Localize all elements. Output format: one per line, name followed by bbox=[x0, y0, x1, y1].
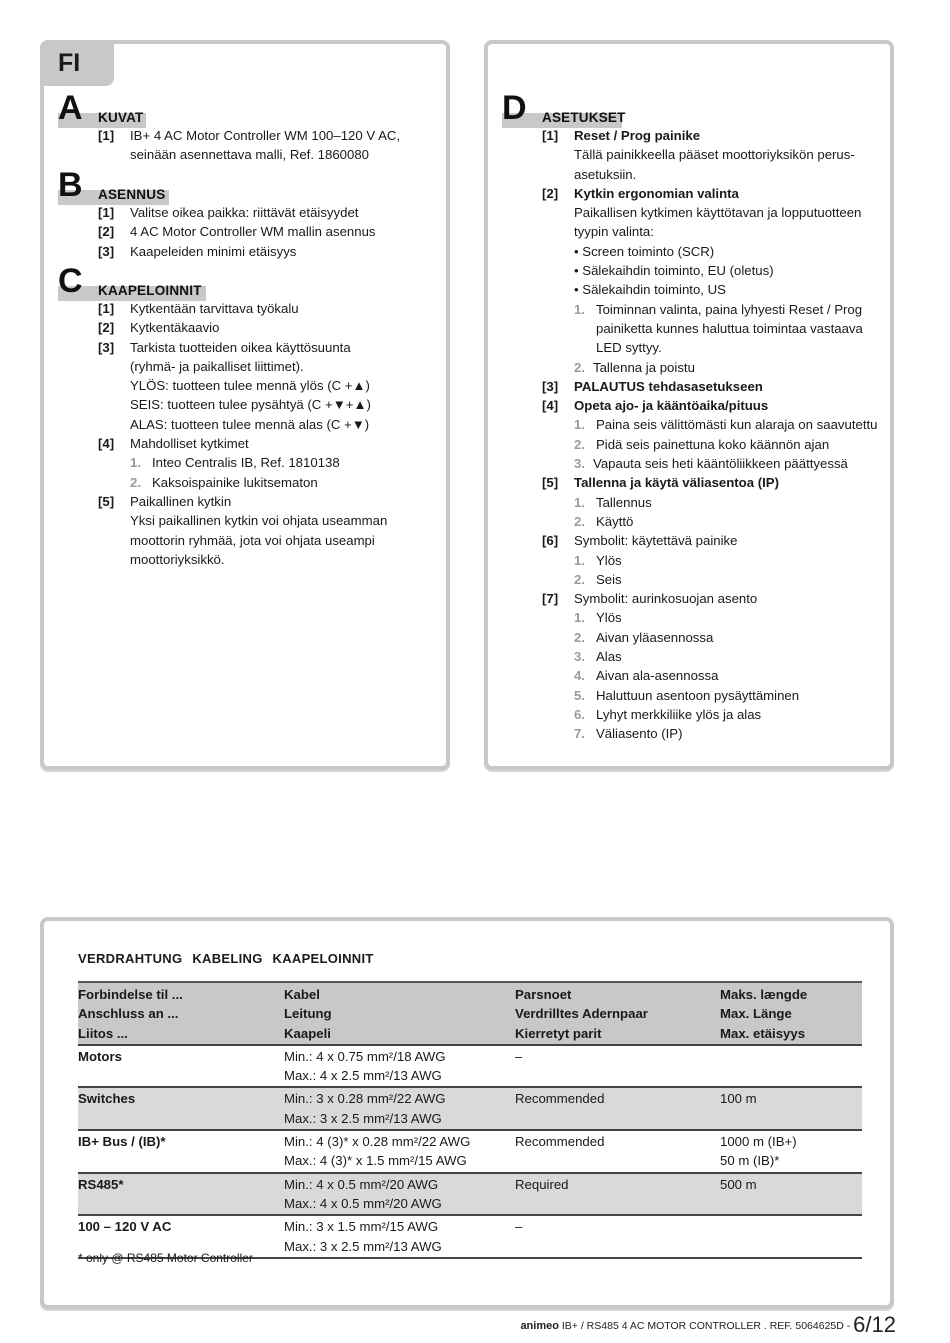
sub-text: Alas bbox=[596, 649, 622, 665]
sub-text: Seis bbox=[596, 571, 622, 587]
sub-item bbox=[574, 551, 880, 570]
bullet-item: • Screen toiminto (SCR) bbox=[574, 243, 715, 259]
bullet-item: • Sälekaihdin toiminto, EU (oletus) bbox=[574, 263, 774, 279]
brand-name: animeo bbox=[520, 1320, 559, 1332]
sub-text: Ylös bbox=[596, 552, 622, 568]
sub-item bbox=[574, 358, 880, 377]
sub-number: 3. bbox=[574, 456, 585, 472]
sub-number: 1. bbox=[130, 455, 141, 471]
section-letter: C bbox=[58, 262, 83, 300]
item-text: Yksi paikallinen kytkin voi ohjata useamman bbox=[130, 513, 388, 529]
sub-number: 3. bbox=[574, 649, 585, 665]
section-d bbox=[502, 89, 880, 744]
cell-max-length bbox=[720, 1045, 862, 1088]
section-header bbox=[58, 262, 436, 300]
list-item bbox=[542, 589, 880, 743]
item-text: IB+ 4 AC Motor Controller WM 100–120 V AC, bbox=[130, 128, 401, 143]
table-header-row bbox=[78, 982, 862, 1045]
item-number: [3] bbox=[98, 243, 115, 259]
sub-number: 1. bbox=[574, 494, 585, 510]
sub-text: Väliasento (IP) bbox=[596, 726, 683, 742]
header-connection: Forbindelse til ... Anschluss an ... Liitos ... bbox=[78, 987, 183, 1041]
sub-number: 1. bbox=[574, 610, 585, 626]
cell-cable: Min.: 4 (3)* x 0.28 mm²/22 AWG Max.: 4 (3)* x 1.5 mm²/15 AWG bbox=[284, 1134, 471, 1169]
item-number: [5] bbox=[542, 475, 559, 491]
item-text: tyypin valinta: bbox=[574, 224, 654, 240]
item-text: Paikallinen kytkin bbox=[130, 493, 232, 509]
sub-item bbox=[574, 608, 880, 627]
language-tab: FI bbox=[40, 40, 114, 86]
item-number: [1] bbox=[98, 128, 115, 143]
item-text: Paikallisen kytkimen käyttötavan ja lopputuotteen bbox=[574, 205, 862, 221]
sub-item bbox=[574, 686, 880, 705]
item-text: Tarkista tuotteiden oikea käyttösuunta bbox=[130, 339, 351, 355]
item-text: 4 AC Motor Controller WM mallin asennus bbox=[130, 224, 376, 240]
cell-cable: Min.: 3 x 1.5 mm²/15 AWG Max.: 3 x 2.5 mm²/13 AWG bbox=[284, 1219, 442, 1254]
sub-number: 4. bbox=[574, 668, 585, 684]
cell-twisted: – bbox=[515, 1048, 523, 1064]
section-title: KUVAT bbox=[98, 110, 144, 125]
item-text: Mahdolliset kytkimet bbox=[130, 436, 249, 452]
sub-item bbox=[574, 512, 880, 531]
list-item bbox=[542, 184, 880, 377]
item-number: [2] bbox=[542, 185, 559, 201]
item-number: [3] bbox=[98, 339, 115, 355]
item-text: asetuksiin. bbox=[574, 166, 637, 182]
cell-cable: Min.: 3 x 0.28 mm²/22 AWG Max.: 3 x 2.5 mm²/13 AWG bbox=[284, 1091, 446, 1126]
sub-number: 1. bbox=[574, 417, 585, 433]
list-item bbox=[98, 318, 436, 337]
footer-text: IB+ / RS485 4 AC MOTOR CONTROLLER . REF. 5064625D - bbox=[558, 1320, 854, 1332]
item-text: moottorin ryhmää, jota voi ohjata useampi bbox=[130, 532, 375, 548]
panel-right bbox=[484, 40, 894, 770]
sub-text: Aivan yläasennossa bbox=[596, 629, 714, 645]
list-item bbox=[98, 338, 436, 434]
sub-text: Lyhyt merkkiliike ylös ja alas bbox=[596, 706, 762, 722]
item-number: [2] bbox=[98, 320, 115, 336]
item-text: Valitse oikea paikka: riittävät etäisyydet bbox=[130, 205, 359, 220]
sub-text: Toiminnan valinta, paina lyhyesti Reset / Prog bbox=[596, 301, 863, 317]
header-twisted-pair: Parsnoet Verdrilltes Adernpaar Kierretyt parit bbox=[515, 987, 648, 1041]
sub-number: 1. bbox=[574, 552, 585, 568]
sub-number: 5. bbox=[574, 687, 585, 703]
table-row bbox=[78, 1130, 862, 1173]
section-letter: A bbox=[58, 89, 83, 127]
sub-item bbox=[130, 473, 436, 492]
sub-item bbox=[130, 453, 436, 472]
sub-text: LED syttyy. bbox=[596, 340, 662, 356]
item-number: [5] bbox=[98, 493, 115, 509]
list-item bbox=[542, 126, 880, 184]
list-item bbox=[542, 531, 880, 589]
item-heading: Tallenna ja käytä väliasentoa (IP) bbox=[574, 475, 779, 491]
list-item bbox=[98, 203, 436, 222]
sub-item bbox=[574, 666, 880, 685]
item-text: moottoriyksikkö. bbox=[130, 551, 225, 567]
list-item bbox=[542, 473, 880, 531]
page-footer bbox=[520, 1312, 896, 1338]
cell-connection: IB+ Bus / (IB)* bbox=[78, 1134, 166, 1150]
cell-connection: RS485* bbox=[78, 1176, 124, 1192]
cell-max-length: 500 m bbox=[720, 1176, 757, 1192]
section-title: ASETUKSET bbox=[542, 110, 626, 125]
list-item bbox=[542, 396, 880, 473]
item-number: [1] bbox=[98, 205, 115, 220]
item-heading: Reset / Prog painike bbox=[574, 128, 701, 143]
item-text: seinään asennettava malli, Ref. 1860080 bbox=[130, 147, 370, 163]
cell-connection: Motors bbox=[78, 1048, 122, 1064]
sub-text: Pidä seis painettuna koko käännön ajan bbox=[596, 436, 830, 452]
header-cable: Kabel Leitung Kaapeli bbox=[284, 987, 332, 1041]
sub-text: Inteo Centralis IB, Ref. 1810138 bbox=[152, 455, 340, 471]
item-number: [4] bbox=[542, 398, 559, 414]
list-item bbox=[542, 377, 880, 396]
item-heading: PALAUTUS tehdasasetukseen bbox=[574, 378, 763, 394]
sub-text: Tallennus bbox=[596, 494, 652, 510]
table-row bbox=[78, 1087, 862, 1130]
section-letter: B bbox=[58, 166, 83, 204]
sub-text: Käyttö bbox=[596, 513, 634, 529]
sub-text: Vapauta seis heti kääntöliikkeen päättyessä bbox=[593, 456, 848, 472]
item-number: [7] bbox=[542, 591, 559, 607]
item-text: Symbolit: käytettävä painike bbox=[574, 533, 738, 549]
section-header bbox=[502, 89, 880, 127]
sub-text: Tallenna ja poistu bbox=[593, 359, 695, 375]
sub-text: Paina seis välittömästi kun alaraja on saavutettu bbox=[596, 417, 878, 433]
item-heading: Kytkin ergonomian valinta bbox=[574, 185, 739, 201]
page-number: 6/12 bbox=[853, 1312, 896, 1337]
table-row bbox=[78, 1045, 862, 1088]
list-item bbox=[98, 242, 436, 261]
item-heading: Opeta ajo- ja kääntöaika/pituus bbox=[574, 398, 769, 414]
sub-number: 1. bbox=[574, 301, 585, 317]
bullet-item: • Sälekaihdin toiminto, US bbox=[574, 282, 726, 298]
cell-twisted: Recommended bbox=[515, 1091, 605, 1107]
list-item bbox=[98, 492, 436, 569]
section-title: KAAPELOINNIT bbox=[98, 283, 202, 298]
item-text: Kytkentään tarvittava työkalu bbox=[130, 301, 299, 316]
sub-number: 2. bbox=[130, 474, 141, 490]
sub-item bbox=[574, 435, 880, 454]
section-header bbox=[58, 166, 436, 204]
sub-item bbox=[574, 300, 880, 358]
table-row bbox=[78, 1173, 862, 1216]
section-letter: D bbox=[502, 89, 527, 127]
cell-twisted: – bbox=[515, 1219, 523, 1235]
sub-item bbox=[574, 415, 880, 434]
cell-connection: 100 – 120 V AC bbox=[78, 1219, 172, 1235]
cell-cable: Min.: 4 x 0.5 mm²/20 AWG Max.: 4 x 0.5 mm²/20 AWG bbox=[284, 1176, 442, 1211]
cell-twisted: Required bbox=[515, 1176, 569, 1192]
wiring-table bbox=[78, 981, 862, 1259]
sub-item bbox=[574, 454, 880, 473]
wiring-table-panel bbox=[40, 917, 894, 1309]
sub-item bbox=[574, 647, 880, 666]
cell-max-length: 1000 m (IB+) 50 m (IB)* bbox=[720, 1134, 797, 1169]
header-max-length: Maks. længde Max. Länge Max. etäisyys bbox=[720, 987, 808, 1041]
section-c bbox=[58, 262, 436, 569]
sub-item bbox=[574, 493, 880, 512]
item-text: (ryhmä- ja paikalliset liittimet). bbox=[130, 358, 304, 374]
table-title: VERDRAHTUNG KABELING KAAPELOINNIT bbox=[78, 951, 374, 966]
direction-up-text: YLÖS: tuotteen tulee mennä ylös (C +▲) bbox=[130, 378, 370, 394]
cell-twisted: Recommended bbox=[515, 1134, 605, 1150]
section-a bbox=[58, 89, 436, 165]
direction-down-text: ALAS: tuotteen tulee mennä alas (C +▼) bbox=[130, 416, 370, 432]
item-number: [2] bbox=[98, 224, 115, 240]
sub-number: 2. bbox=[574, 436, 585, 452]
sub-item bbox=[574, 628, 880, 647]
sub-number: 2. bbox=[574, 513, 585, 529]
item-text: Symbolit: aurinkosuojan asento bbox=[574, 591, 758, 607]
section-b bbox=[58, 166, 436, 261]
cell-max-length: 100 m bbox=[720, 1091, 757, 1107]
list-item bbox=[98, 222, 436, 241]
cell-connection: Switches bbox=[78, 1091, 136, 1107]
sub-number: 2. bbox=[574, 629, 585, 645]
sub-number: 6. bbox=[574, 706, 585, 722]
list-item bbox=[98, 126, 436, 165]
item-number: [1] bbox=[542, 128, 559, 143]
sub-text: Kaksoispainike lukitsematon bbox=[152, 474, 318, 490]
sub-number: 2. bbox=[574, 359, 585, 375]
section-header bbox=[58, 89, 436, 127]
list-item bbox=[98, 299, 436, 318]
item-number: [3] bbox=[542, 378, 559, 394]
item-number: [6] bbox=[542, 533, 559, 549]
direction-stop-text: SEIS: tuotteen tulee pysähtyä (C +▼+▲) bbox=[130, 397, 371, 413]
list-item bbox=[98, 434, 436, 492]
item-text: Kaapeleiden minimi etäisyys bbox=[130, 243, 297, 259]
cell-cable: Min.: 4 x 0.75 mm²/18 AWG Max.: 4 x 2.5 mm²/13 AWG bbox=[284, 1048, 446, 1084]
panel-left bbox=[40, 40, 450, 770]
item-text: Kytkentäkaavio bbox=[130, 320, 220, 336]
sub-text: Ylös bbox=[596, 610, 622, 626]
sub-text: Aivan ala-asennossa bbox=[596, 668, 719, 684]
cell-max-length bbox=[720, 1215, 862, 1258]
sub-item bbox=[574, 570, 880, 589]
item-text: Tällä painikkeella pääset moottoriyksikön perus- bbox=[574, 147, 855, 163]
sub-item bbox=[574, 705, 880, 724]
section-title: ASENNUS bbox=[98, 187, 166, 202]
sub-item bbox=[574, 724, 880, 743]
sub-number: 2. bbox=[574, 571, 585, 587]
item-number: [1] bbox=[98, 301, 115, 316]
item-number: [4] bbox=[98, 436, 115, 452]
table-footnote: * only @ RS485 Motor Controller bbox=[78, 1251, 253, 1265]
sub-text: painiketta kunnes haluttua toimintaa vastaava bbox=[596, 320, 863, 336]
sub-text: Haluttuun asentoon pysäyttäminen bbox=[596, 687, 800, 703]
sub-number: 7. bbox=[574, 726, 585, 742]
